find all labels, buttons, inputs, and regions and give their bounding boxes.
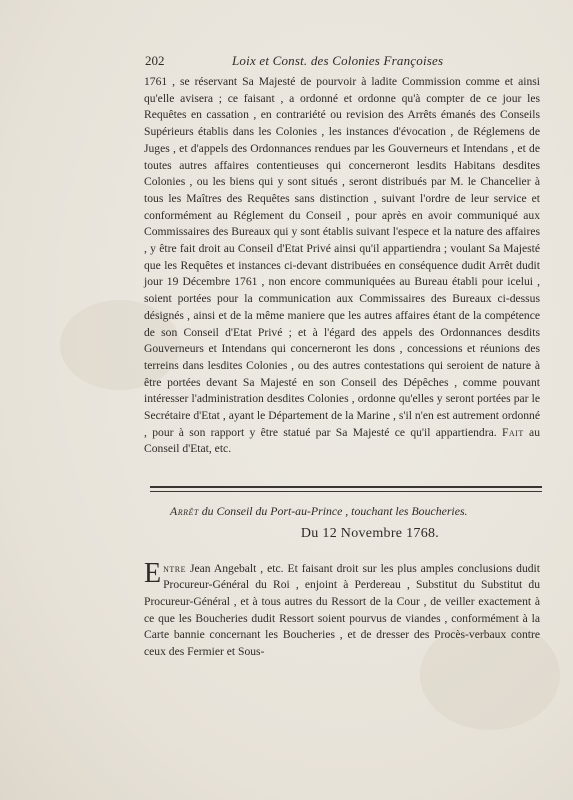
section-title-lead: Arrêt: [170, 504, 199, 518]
running-head: Loix et Const. des Colonies Françoises: [232, 53, 444, 68]
drop-cap: E: [144, 557, 162, 589]
closing-text: au Conseil d'Etat, etc.: [144, 425, 540, 456]
second-body-paragraph-text: Jean Angebalt , etc. Et faisant droit sur les plus amples conclusions dudit Procureur-Général du Roi , enjoint à Perdereau , Substitut du Substitut du Procureur-Général , et à tous autres du Ressort de la Cour , de veiller exactement à ce que les Boucheries dudit Ressort soient pourvus de viandes , conformément à la Carte bannie concernant les Boucheries , et de dresser des Procès-verbaux contre ceux des Fermier et Sous-: [144, 561, 540, 659]
section-divider: [150, 486, 542, 492]
body-paragraph-text: 1761 , se réservant Sa Majesté de pourvoir à ladite Commission comme et ainsi qu'elle avisera ; ce faisant , a ordonné et ordonne qu'à compter de ce jour les Requêtes en cassation , en contrariété ou revision des Arrêts émanés des Conseils Supérieurs établis dans les Colonies , les instances d'évocation , de Réglemens de Juges , et d'appels des Ordonnances rendues par les Gouverneurs et Intendans , et de toutes autres affaires contentieuses qui concerneront lesdits Habitans desdites Colonies , ou les biens qui y sont situés , seront distribués par M. le Chancelier à tous les Maîtres des Requêtes sans distinction , suivant l'ordre de leur service et conformément au Réglement du Conseil , pour après en avoir communiqué aux Commissaires des Bureaux qui y sont établis suivant l'espece et la nature des affaires , y être fait droit au Conseil d'Etat Privé ainsi qu'il appartiendra ; voulant Sa Majesté que les Requêtes et instances ci-devant distribuées en conséquence dudit Arrêt dudit jour 19 Décembre 1761 , non encore communiquées au Bureau établi pour icelui , soient portées pour la communication aux Commissaires des Bureaux ci-dessus désignés , ainsi et de la même maniere que les autres affaires étant de la compétence de son Conseil d'Etat Privé ; et à l'égard des appels des Ordonnances desdits Gouverneurs et Intendans qui concerneront les dons , concessions et réunions des terreins dans lesdites Colonies , ou des autres contestations qui seroient de nature à être portées devant Sa Majesté en son Conseil des Dépêches , comme pouvant intéresser l'administration desdites Colonies , ordonne qu'elles y seront portées par le Secrétaire d'Etat , ayant le Département de la Marine , s'il n'en est autrement ordonné , pour à son rapport y être statué par Sa Majesté ce qu'il appartiendra.: [144, 75, 540, 439]
first-word-rest: ntre: [163, 561, 186, 575]
page-number: 202: [145, 53, 165, 68]
section-title: [170, 503, 540, 519]
section-title-rest: du Conseil du Port-au-Prince , touchant les Boucheries.: [198, 504, 468, 518]
closing-word: Fait: [501, 425, 524, 439]
second-body-text-block: [144, 549, 540, 672]
section-date: Du 12 Novembre 1768.: [300, 526, 440, 541]
second-body-paragraph: [144, 557, 540, 661]
page-header: [145, 52, 525, 70]
body-paragraph: [144, 74, 540, 458]
body-text-block: [144, 74, 540, 458]
